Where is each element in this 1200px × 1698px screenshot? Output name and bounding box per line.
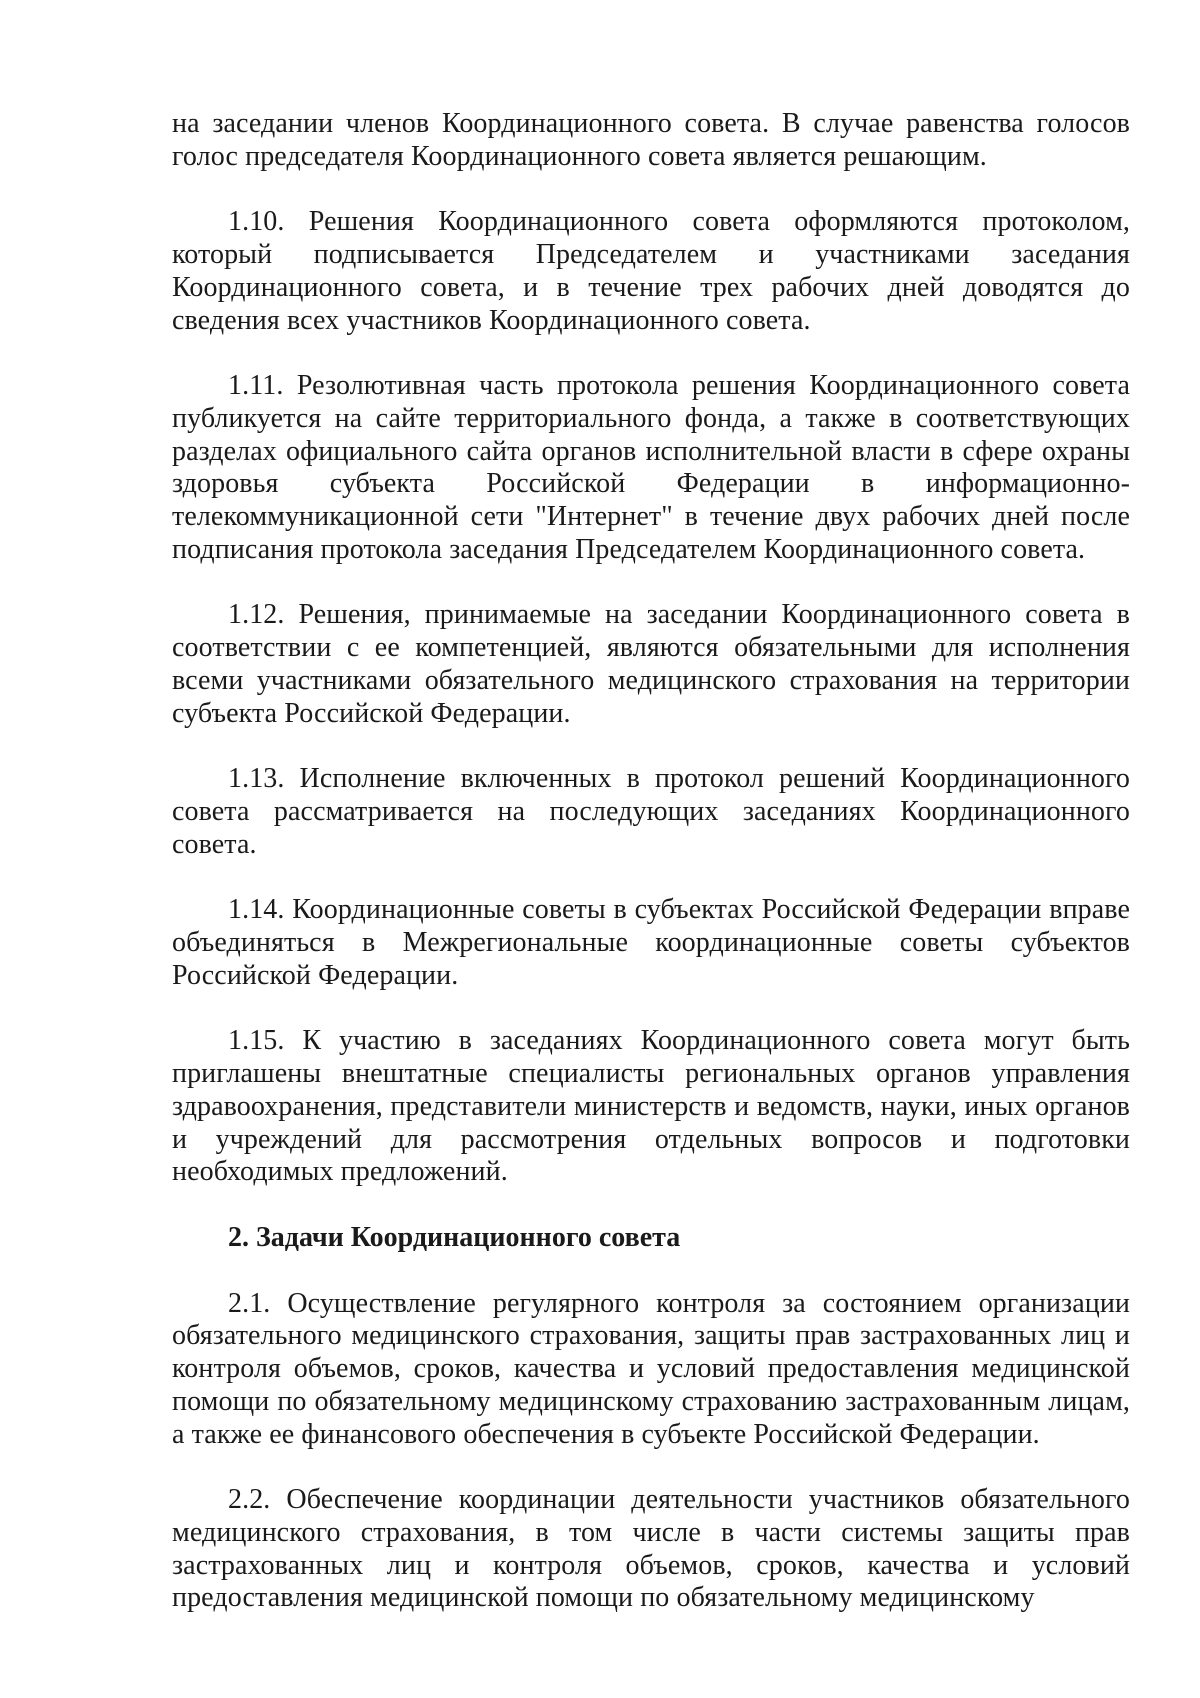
paragraph-1-13: 1.13. Исполнение включенных в протокол решений Координационного совета рассматривается на последующих заседаниях Координационного совета. <box>172 763 1130 860</box>
paragraph-1-11: 1.11. Резолютивная часть протокола решения Координационного совета публикуется на сайте территориального фонда, а также в соответствующих разделах официального сайта органов исполнительной власти в сфере охраны здоровья субъекта Российской Федерации в информационно-телекоммуникационной сети "Интернет" в течение двух рабочих дней после подписания протокола заседания Председателем Координационного совета. <box>172 370 1130 565</box>
paragraph-1-12: 1.12. Решения, принимаемые на заседании Координационного совета в соответствии с ее компетенцией, являются обязательными для исполнения всеми участниками обязательного медицинского страхования на территории субъекта Российской Федерации. <box>172 599 1130 729</box>
paragraph-1-14: 1.14. Координационные советы в субъектах Российской Федерации вправе объединяться в Межрегиональные координационные советы субъектов Российской Федерации. <box>172 894 1130 991</box>
paragraph-continuation: на заседании членов Координационного совета. В случае равенства голосов голос председателя Координационного совета является решающим. <box>172 108 1130 172</box>
paragraph-2-2: 2.2. Обеспечение координации деятельности участников обязательного медицинского страхования, в том числе в части системы защиты прав застрахованных лиц и контроля объемов, сроков, качества и условий предоставления медицинской помощи по обязательному медицинскому <box>172 1484 1130 1614</box>
paragraph-1-15: 1.15. К участию в заседаниях Координационного совета могут быть приглашены внештатные специалисты региональных органов управления здравоохранения, представители министерств и ведомств, науки, иных органов и учреждений для рассмотрения отдельных вопросов и подготовки необходимых предложений. <box>172 1025 1130 1188</box>
document-page <box>172 108 1130 1648</box>
section-heading: 2. Задачи Координационного совета <box>228 1221 681 1253</box>
paragraph-2-1: 2.1. Осуществление регулярного контроля за состоянием организации обязательного медицинского страхования, защиты прав застрахованных лиц и контроля объемов, сроков, качества и условий предоставления медицинской помощи по обязательному медицинскому страхованию застрахованным лицам, а также ее финансового обеспечения в субъекте Российской Федерации. <box>172 1287 1130 1450</box>
paragraph-1-10: 1.10. Решения Координационного совета оформляются протоколом, который подписывается Председателем и участниками заседания Координационного совета, и в течение трех рабочих дней доводятся до сведения всех участников Координационного совета. <box>172 206 1130 336</box>
